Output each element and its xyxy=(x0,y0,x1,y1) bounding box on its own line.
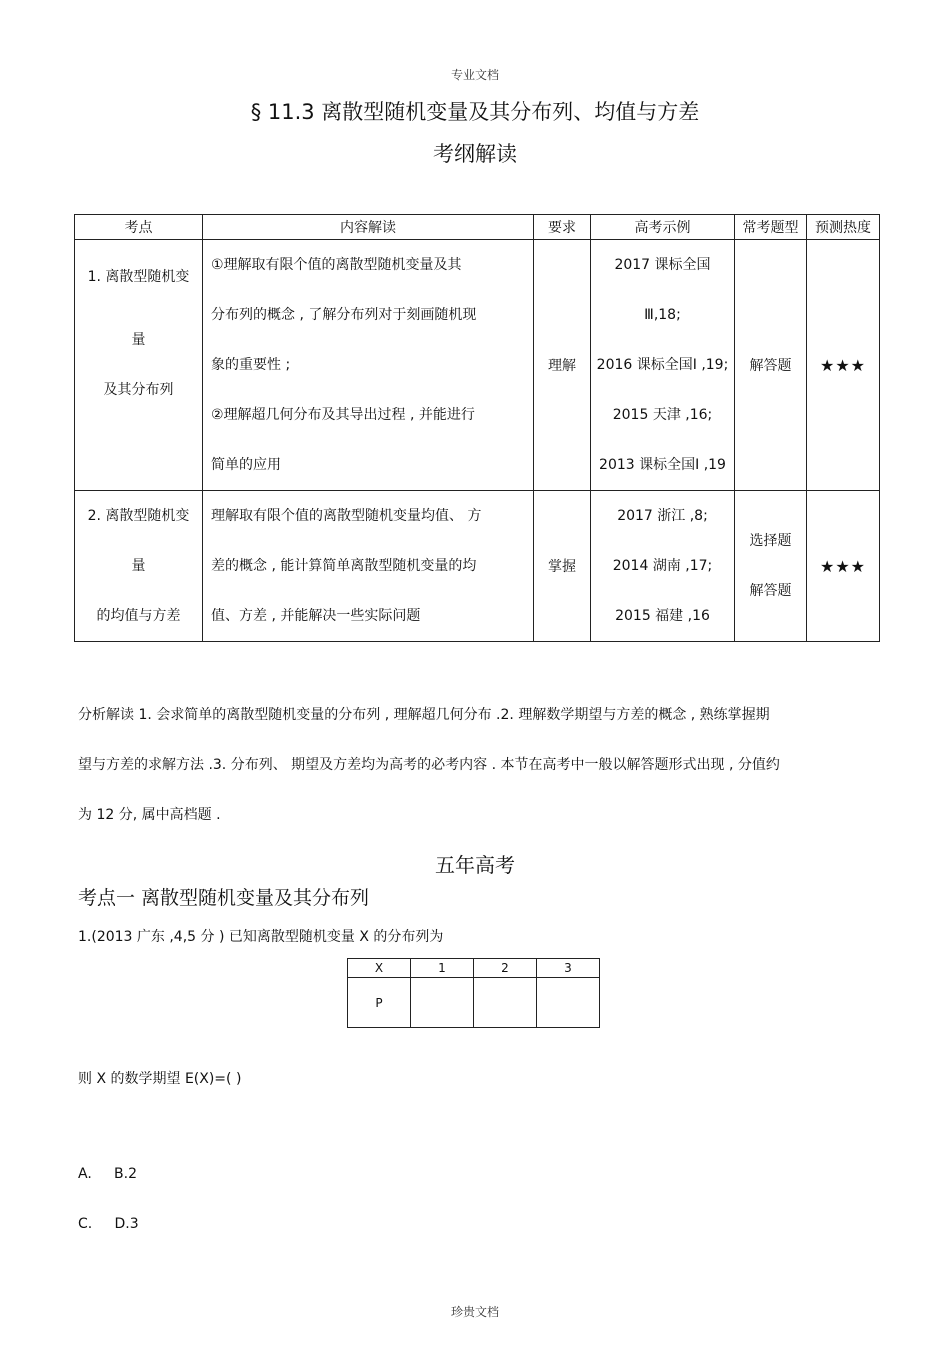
header-cell: 要求 xyxy=(534,215,591,240)
cell-line: 1. 离散型随机变 xyxy=(87,269,190,285)
exam-outline-table xyxy=(74,214,880,642)
cell-line: 2016 课标全国Ⅰ ,19; xyxy=(596,357,729,373)
table-row xyxy=(75,240,880,491)
table-header-row xyxy=(75,215,880,240)
header-cell: 高考示例 xyxy=(591,215,735,240)
cell-line: 解答题 xyxy=(749,358,792,374)
table-cell: 1 xyxy=(411,959,474,978)
table-row xyxy=(348,959,600,978)
cell-line: 的均值与方差 xyxy=(96,608,181,624)
analysis-paragraph xyxy=(78,690,873,840)
section-heading: 五年高考 xyxy=(435,853,515,877)
cell-line: 2013 课标全国Ⅰ ,19 xyxy=(599,457,726,473)
content-cell xyxy=(203,240,534,491)
table-cell xyxy=(537,978,600,1028)
footer-watermark: 珍贵文档 xyxy=(450,1305,499,1319)
analysis-line: 为 12 分, 属中高档题 . xyxy=(78,807,221,823)
answer-option: A. B.2 xyxy=(78,1166,137,1182)
cell-line: 及其分布列 xyxy=(103,382,174,398)
cell-line: ①理解取有限个值的离散型随机变量及其 xyxy=(211,257,462,273)
heat-rating: ★★★ xyxy=(807,240,880,491)
heat-rating: ★★★ xyxy=(807,491,880,642)
analysis-line: 分析解读 1. 会求简单的离散型随机变量的分布列 , 理解超几何分布 .2. 理解数学期望与方差的概念 , 熟练掌握期 xyxy=(78,707,770,723)
cell-line: Ⅲ,18; xyxy=(644,307,681,323)
page-subtitle: 考纲解读 xyxy=(433,142,517,166)
analysis-line: 望与方差的求解方法 .3. 分布列、 期望及方差均为高考的必考内容 . 本节在高考中一般以解答题形式出现 , 分值约 xyxy=(78,757,780,773)
distribution-table xyxy=(347,958,600,1028)
topic-cell xyxy=(75,491,203,642)
examples-cell xyxy=(591,240,735,491)
header-cell: 常考题型 xyxy=(735,215,807,240)
cell-line: 2017 浙江 ,8; xyxy=(617,508,708,524)
header-cell: 考点 xyxy=(75,215,203,240)
cell-line: 量 xyxy=(131,332,146,348)
question-type-cell xyxy=(735,491,807,642)
cell-line: 解答题 xyxy=(749,583,792,599)
cell-line: 2. 离散型随机变 xyxy=(87,508,190,524)
answer-option: C. D.3 xyxy=(78,1216,139,1232)
cell-line: 2017 课标全国 xyxy=(614,257,711,273)
cell-line: 分布列的概念 , 了解分布列对于刻画随机现 xyxy=(211,307,477,323)
cell-line: 2014 湖南 ,17; xyxy=(612,558,713,574)
requirement-cell: 掌握 xyxy=(534,491,591,642)
examples-cell xyxy=(591,491,735,642)
table-cell xyxy=(474,978,537,1028)
content-cell xyxy=(203,491,534,642)
table-row xyxy=(75,491,880,642)
table-cell xyxy=(411,978,474,1028)
page-title: § 11.3 离散型随机变量及其分布列、均值与方差 xyxy=(250,100,700,124)
table-cell: 3 xyxy=(537,959,600,978)
cell-line: 理解取有限个值的离散型随机变量均值、 方 xyxy=(211,508,482,524)
cell-line: 2015 福建 ,16 xyxy=(615,608,710,624)
header-cell: 内容解读 xyxy=(203,215,534,240)
table-cell: 2 xyxy=(474,959,537,978)
requirement-cell: 理解 xyxy=(534,240,591,491)
cell-line: 量 xyxy=(131,558,146,574)
cell-line: 差的概念 , 能计算简单离散型随机变量的均 xyxy=(211,558,477,574)
question-ask: 则 X 的数学期望 E(X)=( ) xyxy=(78,1071,242,1087)
cell-line: 简单的应用 xyxy=(211,457,281,473)
cell-line: 象的重要性 ; xyxy=(211,357,291,373)
table-row xyxy=(348,978,600,1028)
table-cell: P xyxy=(348,978,411,1028)
topic-cell xyxy=(75,240,203,491)
cell-line: 值、方差 , 并能解决一些实际问题 xyxy=(211,608,421,624)
question-type-cell xyxy=(735,240,807,491)
cell-line: ②理解超几何分布及其导出过程 , 并能进行 xyxy=(211,407,475,423)
table-cell: X xyxy=(348,959,411,978)
cell-line: 选择题 xyxy=(749,533,792,549)
cell-line: 2015 天津 ,16; xyxy=(612,407,713,423)
header-cell: 预测热度 xyxy=(807,215,880,240)
point-heading: 考点一 离散型随机变量及其分布列 xyxy=(78,887,370,909)
header-watermark: 专业文档 xyxy=(450,68,499,82)
question-stem: 1.(2013 广东 ,4,5 分 ) 已知离散型随机变量 X 的分布列为 xyxy=(78,929,444,945)
